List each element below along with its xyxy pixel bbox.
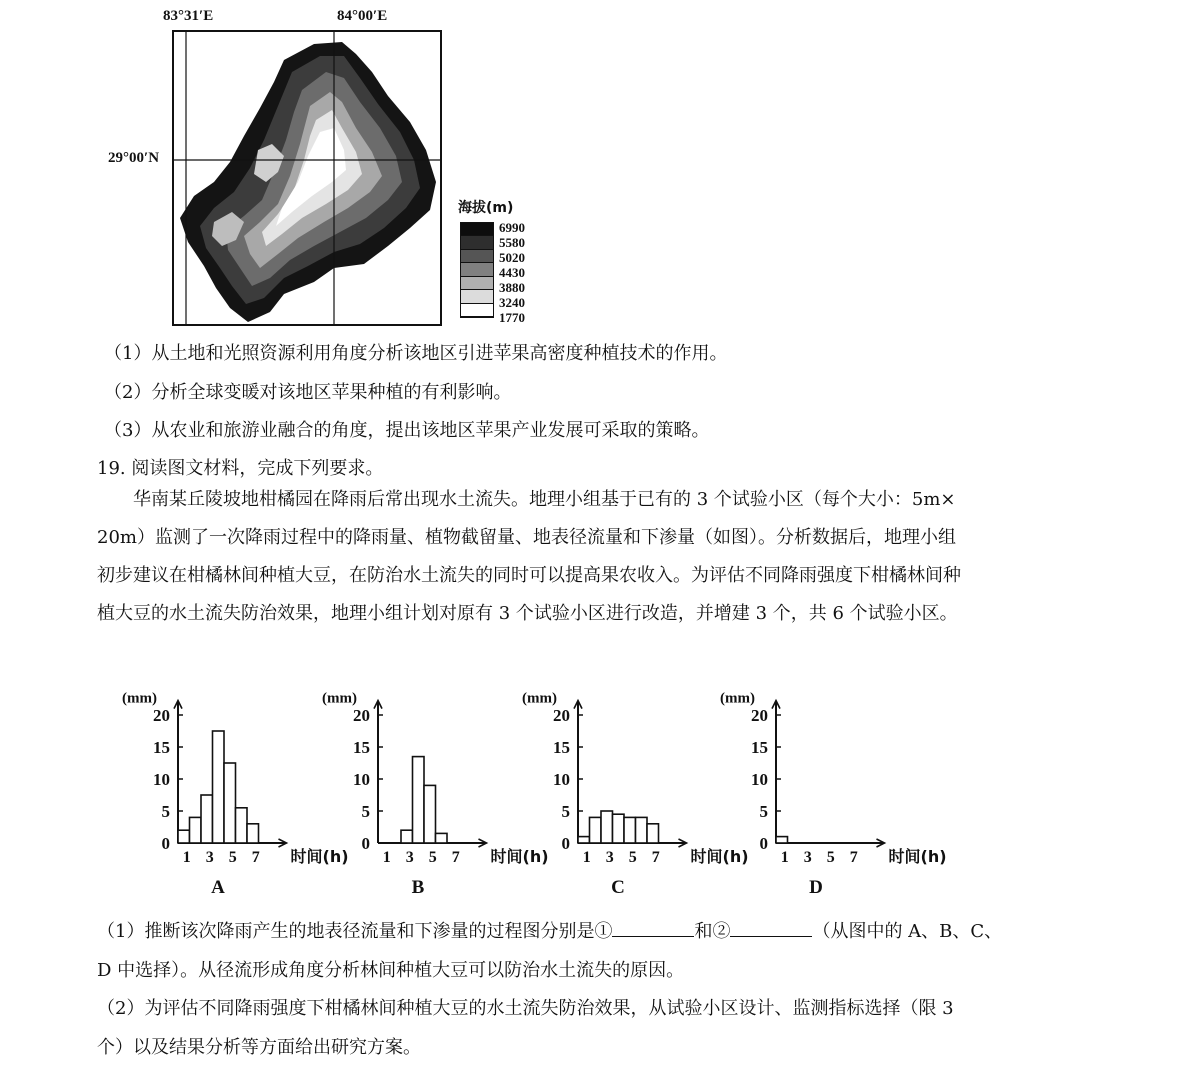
- x-tick-label: 5: [428, 849, 437, 866]
- q19-sub1-text-a: （1）推断该次降雨产生的地表径流量和下渗量的过程图分别是①: [97, 921, 613, 942]
- x-tick-label: 3: [605, 849, 614, 866]
- x-tick-label: 7: [251, 849, 260, 866]
- bar: [601, 811, 613, 843]
- x-tick-label: 7: [451, 849, 460, 866]
- legend-swatch: [461, 277, 493, 290]
- answer-blank-1[interactable]: [612, 918, 694, 937]
- y-tick-label: 15: [751, 738, 768, 757]
- chart-panel-title: B: [411, 877, 425, 898]
- bar: [578, 837, 590, 843]
- y-tick-label: 0: [361, 834, 370, 853]
- q19-para-line-3: 初步建议在柑橘林间种植大豆，在防治水土流失的同时可以提高果农收入。为评估不同降雨强度下柑橘林间种: [97, 565, 961, 586]
- legend-value: 5020: [499, 250, 525, 265]
- answer-blank-2[interactable]: [730, 918, 812, 937]
- map-lon-label-2: 84°00′E: [337, 8, 388, 24]
- y-tick-label: 15: [153, 738, 170, 757]
- q19-sub1-line1: [97, 918, 1002, 946]
- q19-heading: 19. 阅读图文材料，完成下列要求。: [97, 458, 384, 479]
- legend-value: 4430: [499, 265, 525, 280]
- elevation-legend: [460, 222, 494, 318]
- y-tick-label: 15: [553, 738, 570, 757]
- legend-value: 3880: [499, 280, 525, 295]
- y-tick-label: 0: [561, 834, 570, 853]
- bar: [776, 837, 788, 843]
- bar: [413, 757, 425, 843]
- q19-para-line-2: 20m）监测了一次降雨过程中的降雨量、植物截留量、地表径流量和下渗量（如图）。分析数据后，地理小组: [97, 527, 956, 548]
- y-tick-label: 10: [153, 770, 170, 789]
- legend-swatch: [461, 236, 493, 249]
- y-axis-label: (mm): [720, 690, 755, 707]
- x-tick-label: 5: [228, 849, 237, 866]
- bar: [224, 763, 236, 843]
- x-tick-label: 1: [182, 849, 191, 866]
- q19-sub2-line2: 个）以及结果分析等方面给出研究方案。: [97, 1037, 421, 1058]
- elevation-map-image: [174, 32, 440, 324]
- y-tick-label: 15: [353, 738, 370, 757]
- x-tick-label: 3: [405, 849, 414, 866]
- legend-value: 5580: [499, 235, 525, 250]
- bar: [213, 731, 225, 843]
- q19-sub1-text-c: （从图中的 A、B、C、: [812, 921, 1003, 942]
- x-tick-label: 1: [382, 849, 391, 866]
- y-tick-label: 0: [759, 834, 768, 853]
- bar: [424, 785, 436, 843]
- x-axis-label: 时间(h): [290, 847, 349, 866]
- y-tick-label: 5: [161, 802, 170, 821]
- legend-swatches: [461, 223, 493, 317]
- map-lon-label-1: 83°31′E: [163, 8, 214, 24]
- bar: [401, 830, 413, 843]
- q18-item-2: （2）分析全球变暖对该地区苹果种植的有利影响。: [104, 382, 512, 403]
- q19-para-line-4: 植大豆的水土流失防治效果，地理小组计划对原有 3 个试验小区进行改造，并增建 3 个，共 6 个试验小区。: [97, 603, 958, 624]
- legend-swatch: [461, 290, 493, 303]
- legend-swatch: [461, 223, 493, 236]
- x-axis-label: 时间(h): [490, 847, 549, 866]
- q19-sub1-text-b: 和②: [694, 921, 731, 942]
- legend-swatch: [461, 263, 493, 276]
- chart-panel-title: C: [611, 877, 625, 898]
- legend-value: 6990: [499, 220, 525, 235]
- legend-value: 3240: [499, 295, 525, 310]
- bar: [613, 814, 625, 843]
- legend-values: [499, 220, 525, 325]
- y-tick-label: 0: [161, 834, 170, 853]
- y-axis-label: (mm): [122, 690, 157, 707]
- y-axis-label: (mm): [322, 690, 357, 707]
- bar: [190, 817, 202, 843]
- x-tick-label: 5: [628, 849, 637, 866]
- legend-value: 1770: [499, 310, 525, 325]
- legend-title: 海拔(m): [458, 200, 514, 216]
- x-tick-label: 7: [651, 849, 660, 866]
- bar: [201, 795, 213, 843]
- bar: [647, 824, 659, 843]
- y-tick-label: 20: [751, 706, 768, 725]
- y-tick-label: 20: [553, 706, 570, 725]
- y-tick-label: 10: [553, 770, 570, 789]
- legend-swatch: [461, 304, 493, 317]
- map-lat-label: 29°00′N: [108, 150, 160, 166]
- q19-sub2-line1: （2）为评估不同降雨强度下柑橘林间种植大豆的水土流失防治效果，从试验小区设计、监测指标选择（限 3: [97, 998, 954, 1019]
- bar: [247, 824, 259, 843]
- bar: [636, 817, 648, 843]
- chart-panel-title: A: [211, 877, 225, 898]
- elevation-map: [172, 30, 442, 326]
- bar: [624, 817, 636, 843]
- y-tick-label: 5: [361, 802, 370, 821]
- q19-para-line-1: 华南某丘陵坡地柑橘园在降雨后常出现水土流失。地理小组基于已有的 3 个试验小区（每个大小：5m×: [133, 489, 956, 510]
- q19-sub1-line2: D 中选择）。从径流形成角度分析林间种植大豆可以防治水土流失的原因。: [97, 960, 685, 981]
- y-tick-label: 5: [759, 802, 768, 821]
- y-tick-label: 10: [751, 770, 768, 789]
- q18-item-3: （3）从农业和旅游业融合的角度，提出该地区苹果产业发展可采取的策略。: [104, 420, 710, 441]
- x-tick-label: 1: [780, 849, 789, 866]
- x-tick-label: 7: [849, 849, 858, 866]
- y-tick-label: 10: [353, 770, 370, 789]
- rainfall-charts: [100, 665, 1000, 900]
- bar: [590, 817, 602, 843]
- x-tick-label: 3: [205, 849, 214, 866]
- bar: [436, 833, 448, 843]
- x-tick-label: 3: [803, 849, 812, 866]
- y-tick-label: 20: [153, 706, 170, 725]
- bar: [178, 830, 190, 843]
- y-axis-label: (mm): [522, 690, 557, 707]
- x-tick-label: 1: [582, 849, 591, 866]
- x-tick-label: 5: [826, 849, 835, 866]
- x-axis-label: 时间(h): [690, 847, 749, 866]
- chart-panel-title: D: [809, 877, 823, 898]
- y-tick-label: 5: [561, 802, 570, 821]
- legend-swatch: [461, 250, 493, 263]
- x-axis-label: 时间(h): [888, 847, 947, 866]
- bar: [236, 808, 248, 843]
- y-tick-label: 20: [353, 706, 370, 725]
- q18-item-1: （1）从土地和光照资源利用角度分析该地区引进苹果高密度种植技术的作用。: [104, 343, 728, 364]
